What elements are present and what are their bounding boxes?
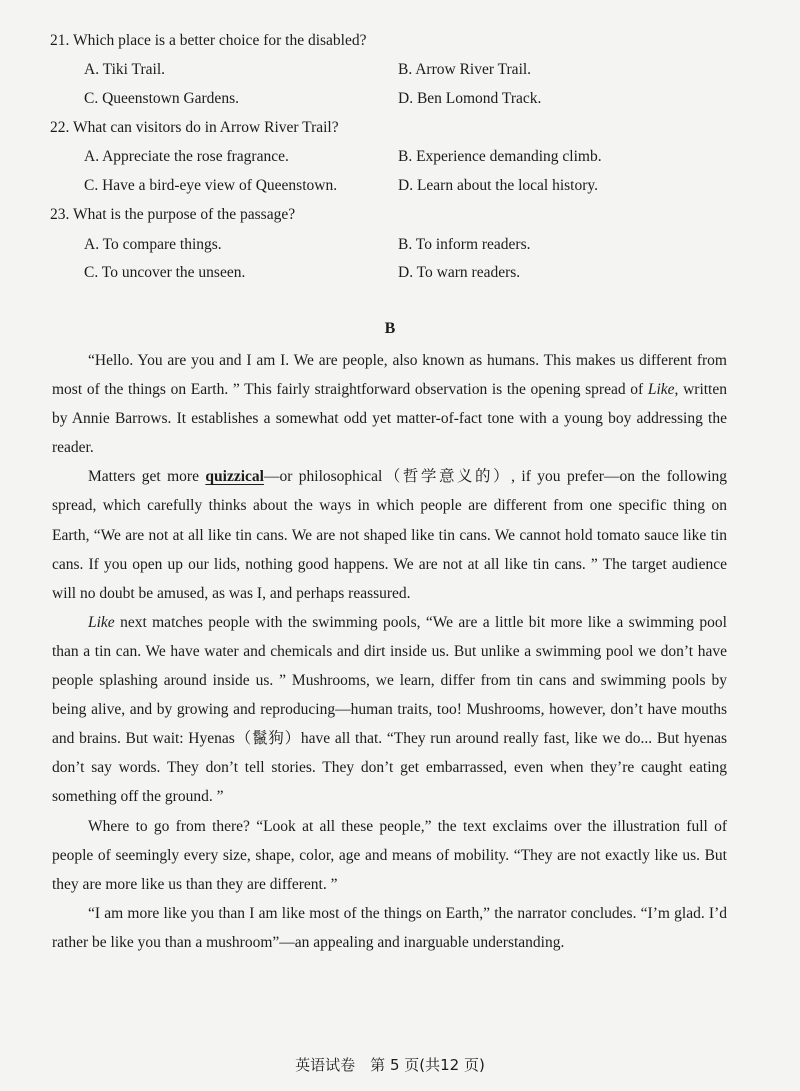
question-23-stem (50, 206, 295, 224)
question-number: 21. (50, 32, 70, 49)
page-footer: 英语试卷 第 5 页(共12 页) (295, 1056, 485, 1074)
q21-option-d: D. Ben Lomond Track. (398, 90, 542, 107)
q21-option-b: B. Arrow River Trail. (398, 61, 532, 78)
passage-paragraph-5: “I am more like you than I am like most of the things on Earth,” the narrator concludes. “I’m glad. I’d rather be like you than a mushroom”—an appealing and inarguable understanding. (52, 904, 727, 951)
q21-option-a: A. Tiki Trail. (84, 61, 165, 78)
section-heading: B (384, 320, 396, 337)
highlighted-keyword: quizzical (205, 468, 264, 486)
passage-text: “Hello. You are you and I am I. We are people, also known as humans. This makes us different from most of the things on Earth. ” This fairly straightforward observation is the opening spread of (52, 352, 727, 399)
q23-option-d: D. To warn readers. (398, 264, 521, 281)
q23-option-a: A. To compare things. (84, 236, 222, 253)
question-number: 23. (50, 206, 70, 223)
q22-option-c: C. Have a bird-eye view of Queenstown. (84, 177, 338, 194)
question-number: 22. (50, 119, 70, 136)
passage-paragraph-1 (52, 346, 727, 462)
passage-paragraph-2 (52, 462, 727, 607)
q23-option-b: B. To inform readers. (398, 236, 531, 253)
reading-passage (52, 346, 727, 957)
passage-text: , written by Annie Barrows. It establishes a somewhat odd yet matter-of-fact tone with a young boy addressing the reader. (52, 381, 727, 457)
passage-text: Matters get more (88, 468, 206, 486)
question-22-stem (50, 119, 339, 137)
passage-text: next matches people with the swimming pools, “We are a little bit more like a swimming pool than a tin can. We have water and chemicals and dirt inside us. But unlike a swimming pool we don’t have people splashing around inside us. ” Mushrooms, we learn, differ from tin cans and swimming pools by being alive, and by growing and reproducing—human traits, too! Mushrooms, however, don’t have mouths and brains. But wait: Hyenas（鬣狗）have all that. “They run around really fast, like we do... But hyenas don’t say words. They don’t tell stories. They don’t get embarrassed, even when they’re caught eating something off the ground. ” (52, 613, 727, 806)
question-text: What can visitors do in Arrow River Trail? (72, 119, 339, 136)
passage-paragraph-4: Where to go from there? “Look at all these people,” the text exclaims over the illustration full of people of seemingly every size, shape, color, age and means of mobility. “They are not exactly like us. But they are more like us than they are different. ” (52, 817, 727, 893)
book-title: Like (647, 381, 675, 399)
question-21-stem (50, 32, 367, 50)
passage-paragraph-3 (52, 608, 727, 812)
book-title: Like (88, 613, 115, 631)
q22-option-d: D. Learn about the local history. (398, 177, 599, 194)
q21-option-c: C. Queenstown Gardens. (84, 90, 239, 107)
question-text: What is the purpose of the passage? (72, 206, 296, 223)
q23-option-c: C. To uncover the unseen. (84, 264, 246, 281)
passage-text: —or philosophical（哲学意义的）, if you prefer—on the following spread, which carefully thinks about the ways in which people are different from one specific thing on Earth, “We are not at all like tin cans. We are not shaped like tin cans. We cannot hold tomato sauce like tin cans. If you open up our lids, nothing good happens. We are not at all like tin cans. ” The target audience will no doubt be amused, as was I, and perhaps reassured. (52, 468, 727, 602)
question-text: Which place is a better choice for the disabled? (72, 32, 367, 49)
q22-option-b: B. Experience demanding climb. (398, 148, 602, 165)
q22-option-a: A. Appreciate the rose fragrance. (84, 148, 289, 165)
